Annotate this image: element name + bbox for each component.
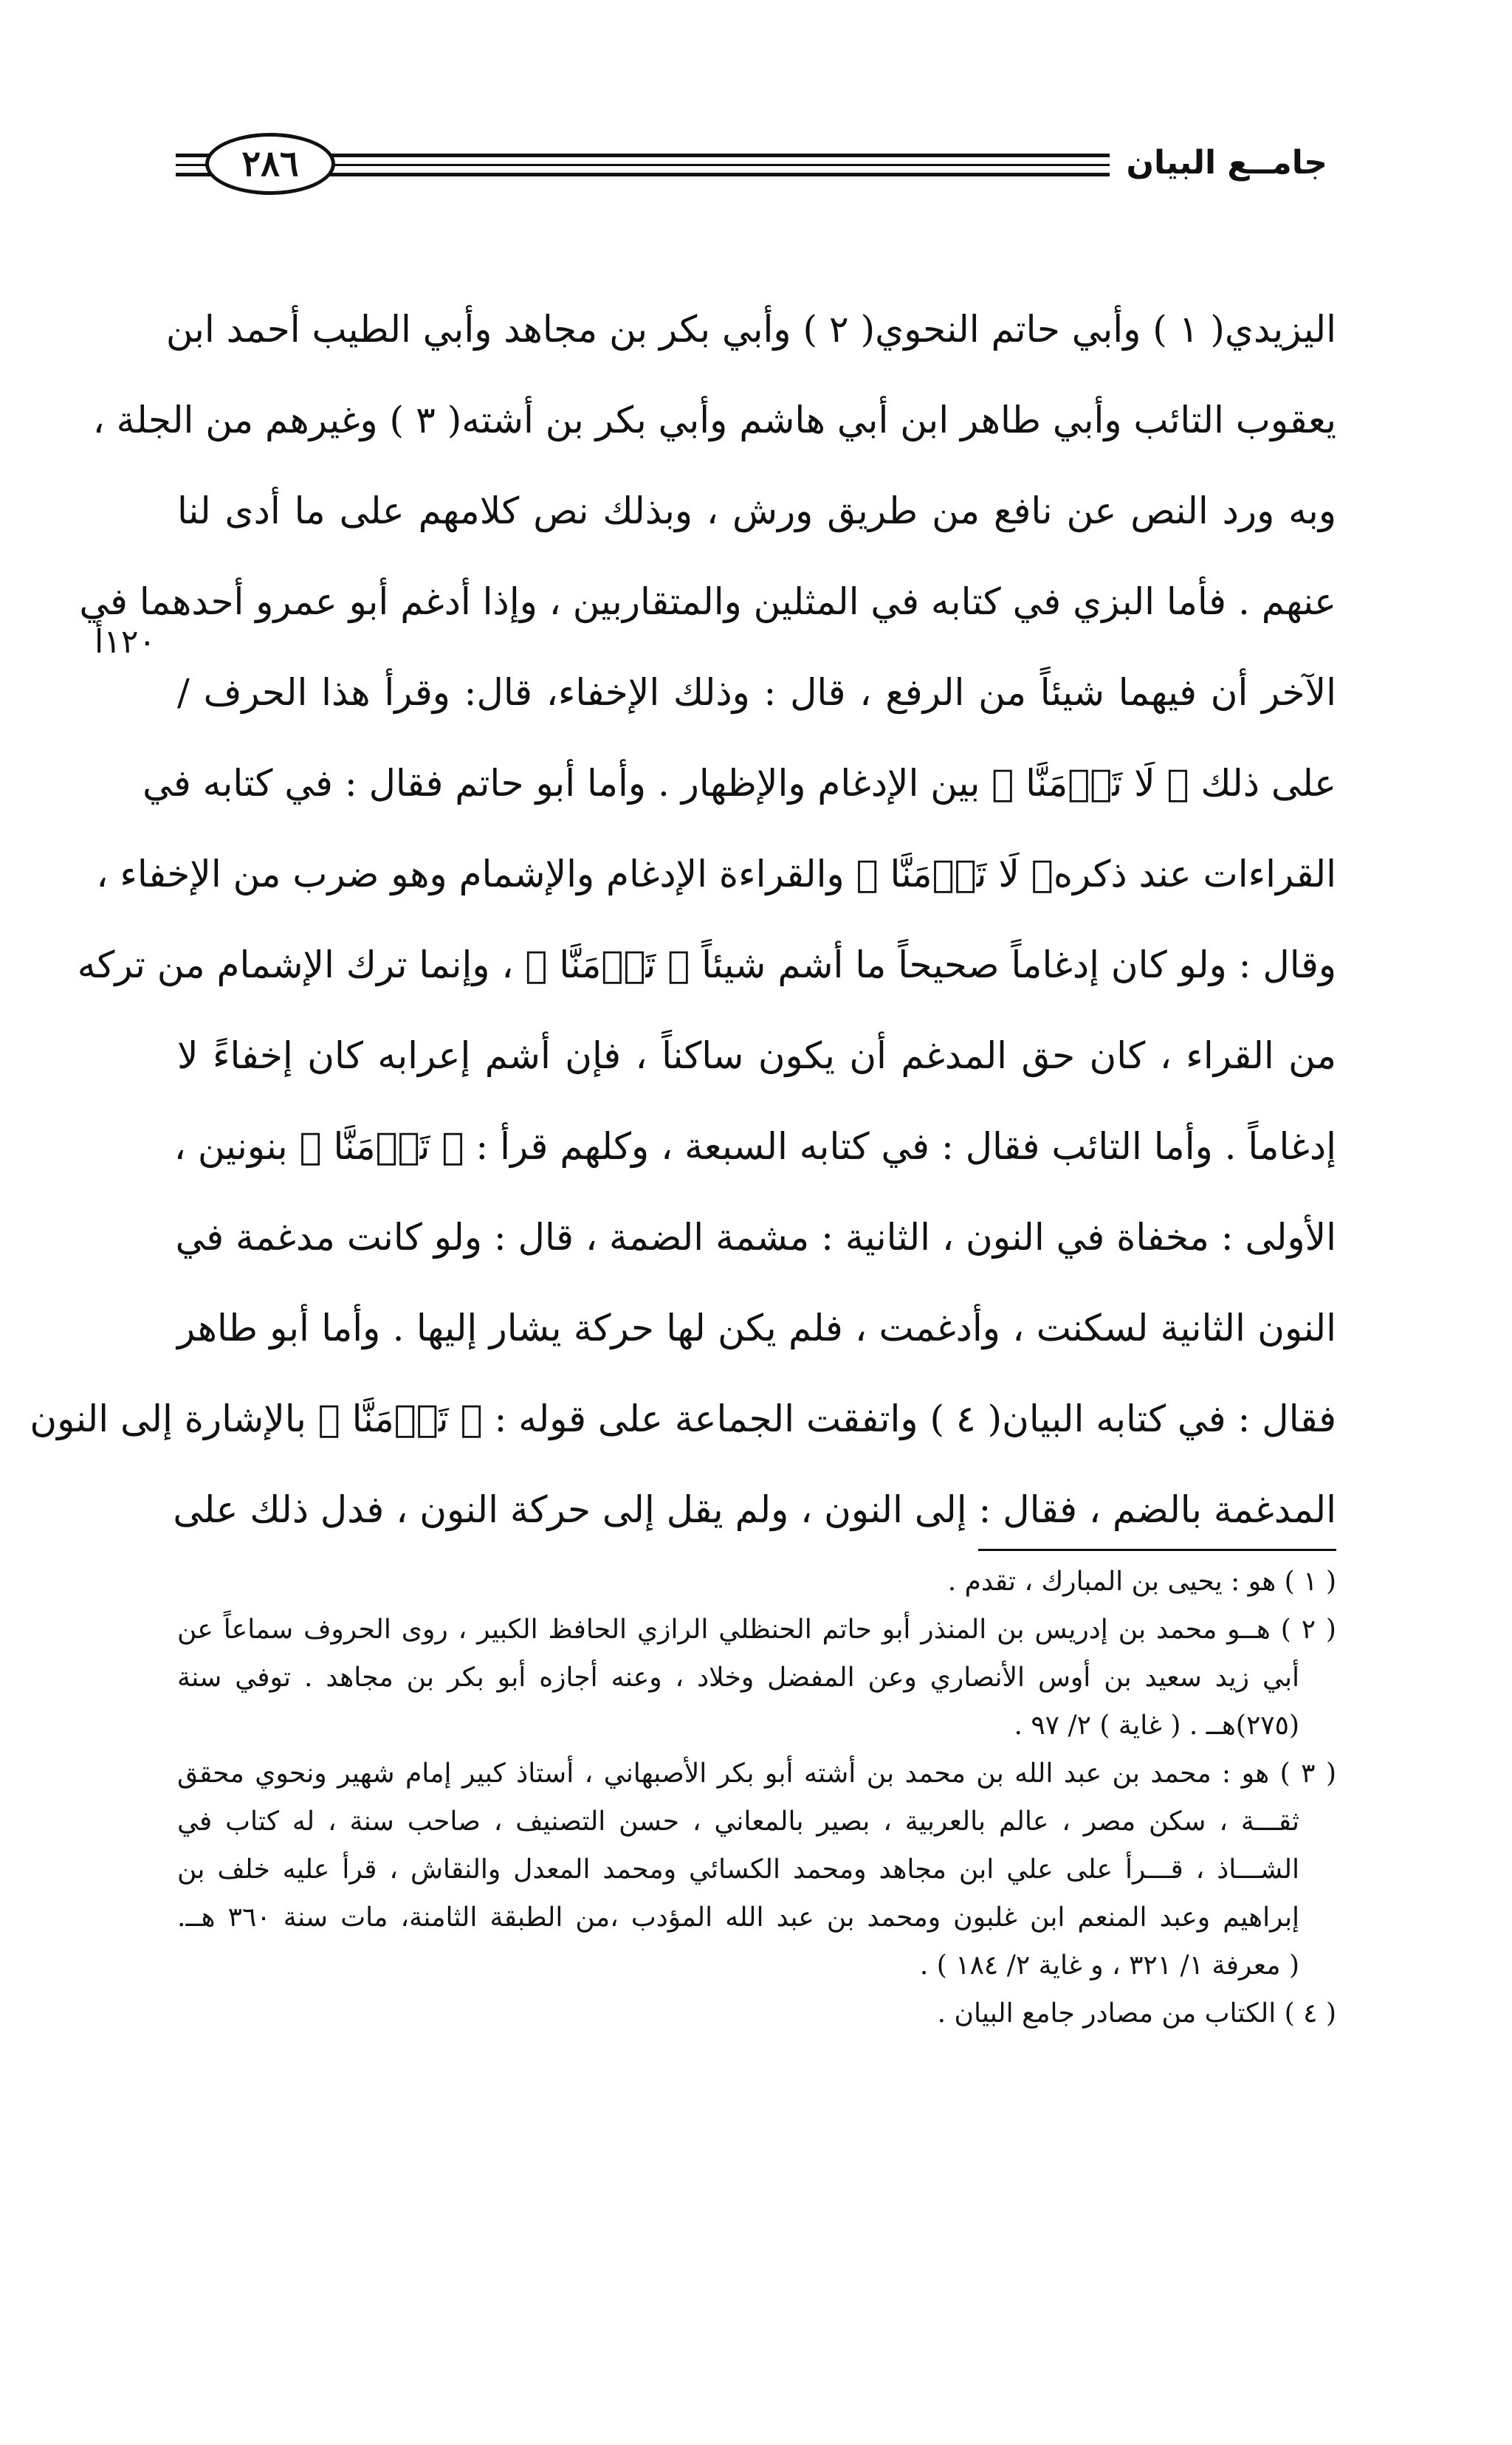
footnote-line: (٢٧٥)هــ . ( غاية ) ٢/ ٩٧ .	[1014, 1710, 1299, 1741]
footnote-line: إبراهيم وعبد المنعم ابن غلبون ومحمد بن عبد الله المؤدب ،من الطبقة الثامنة، مات سنة ٣٦٠ هــ.	[177, 1902, 1299, 1933]
body-line: يعقوب التائب وأبي طاهر ابن أبي هاشم وأبي بكر بن أشته( ٣ ) وغيرهم من الجلة ،	[92, 399, 1336, 441]
page-number: ٢٨٦	[241, 143, 299, 185]
footnote-separator	[978, 1549, 1336, 1551]
body-line: القراءات عند ذكره﴿ لَا تَأۡمَنَّا ﴾ والقراءة الإدغام والإشمام وهو ضرب من الإخفاء ،	[96, 853, 1336, 895]
body-line: من القراء ، كان حق المدغم أن يكون ساكناً ، فإن أشم إعرابه كان إخفاءً لا	[177, 1034, 1336, 1077]
body-line: الأولى : مخفاة في النون ، الثانية : مشمة الضمة ، قال : ولو كانت مدغمة في	[175, 1216, 1336, 1259]
book-title: جامــع البيان	[1110, 137, 1327, 189]
body-line: فقال : في كتابه البيان( ٤ ) واتفقت الجماعة على قوله : ﴿ تَأۡمَنَّا ﴾ بالإشارة إلى النون	[30, 1397, 1336, 1440]
body-line: المدغمة بالضم ، فقال : إلى النون ، ولم يقل إلى حركة النون ، فدل ذلك على	[173, 1488, 1336, 1531]
footnotes	[177, 1558, 1336, 2038]
footnote-line: الشـــاذ ، قـــرأ على علي ابن مجاهد ومحمد الكسائي ومحمد المعدل والنقاش ، قرأ عليه خلف بن	[177, 1854, 1299, 1885]
footnote-line: أبي زيد سعيد بن أوس الأنصاري وعن المفضل وخلاد ، وعنه أجازه أبو بكر بن مجاهد . توفي سنة	[177, 1662, 1299, 1693]
body-line: وقال : ولو كان إدغاماً صحيحاً ما أشم شيئاً ﴿ تَأۡمَنَّا ﴾ ، وإنما ترك الإشمام من تركه	[77, 943, 1336, 986]
body-line: الآخر أن فيهما شيئاً من الرفع ، قال : وذلك الإخفاء، قال: وقرأ هذا الحرف /	[177, 671, 1336, 714]
footnote-line: ( معرفة ١/ ٣٢١ ، و غاية ٢/ ١٨٤ ) .	[919, 1950, 1299, 1981]
footnote-line: ( ٤ ) الكتاب من مصادر جامع البيان .	[937, 1998, 1336, 2029]
footnote-line: ( ١ ) هو : يحيى بن المبارك ، تقدم .	[947, 1567, 1336, 1597]
page-header	[176, 131, 1327, 205]
body-line: النون الثانية لسكنت ، وأدغمت ، فلم يكن لها حركة يشار إليها . وأما أبو طاهر	[177, 1307, 1336, 1349]
body-line: اليزيدي( ١ ) وأبي حاتم النحوي( ٢ ) وأبي بكر بن مجاهد وأبي الطيب أحمد ابن	[165, 308, 1336, 351]
footnote-line: ( ٢ ) هــو محمد بن إدريس بن المنذر أبو حاتم الحنظلي الرازي الحافظ الكبير ، روى الحروف سماعاً عن	[177, 1614, 1336, 1645]
page-number-oval	[205, 133, 335, 195]
body-line: إدغاماً . وأما التائب فقال : في كتابه السبعة ، وكلهم قرأ : ﴿ تَأۡمَنَّا ﴾ بنونين ،	[173, 1125, 1336, 1168]
footnote-line: ( ٣ ) هو : محمد بن عبد الله بن محمد بن أشته أبو بكر الأصبهاني ، أستاذ كبير إمام شهير ونحوي محقق	[177, 1758, 1336, 1789]
body-line: على ذلك ﴿ لَا تَأۡمَنَّا ﴾ بين الإدغام والإظهار . وأما أبو حاتم فقال : في كتابه في	[142, 762, 1336, 805]
footnote-line: ثقـــة ، سكن مصر ، عالم بالعربية ، بصير بالمعاني ، حسن التصنيف ، صاحب سنة ، له كتاب في	[177, 1806, 1299, 1837]
body-line: وبه ورد النص عن نافع من طريق ورش ، وبذلك نص كلامهم على ما أدى لنا	[177, 489, 1336, 532]
body-line: عنهم . فأما البزي في كتابه في المثلين والمتقاربين ، وإذا أدغم أبو عمرو أحدهما في	[79, 580, 1336, 623]
margin-folio-note: ١٢٠أ	[94, 623, 157, 661]
